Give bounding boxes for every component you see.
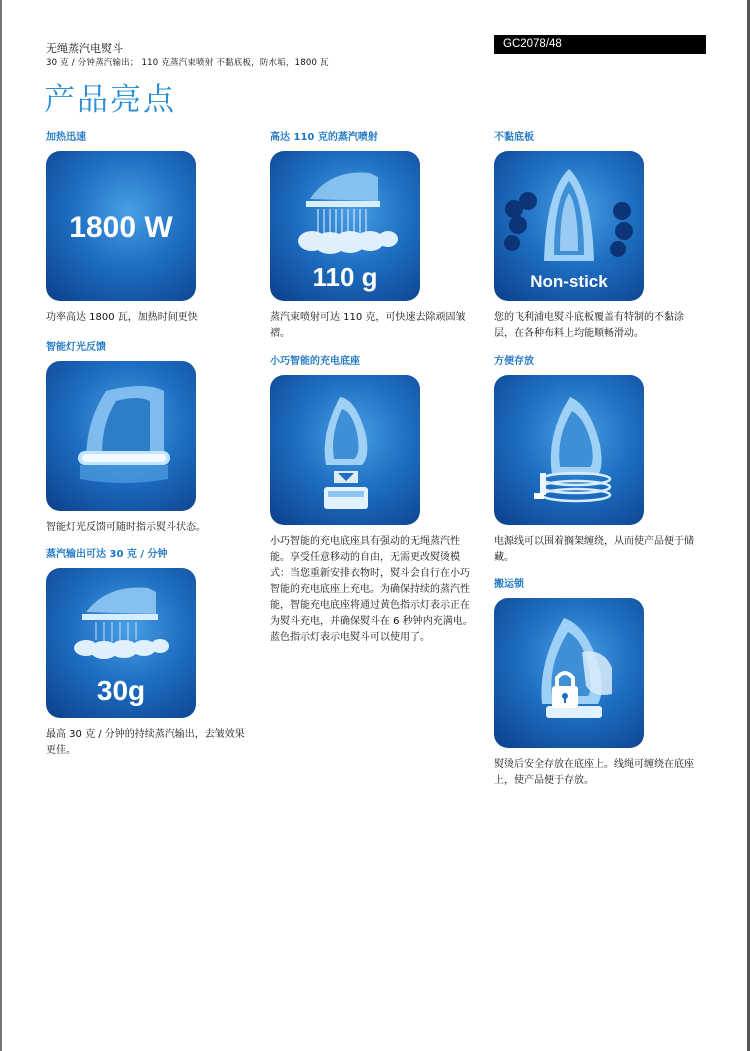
- cord-storage-icon: [494, 375, 644, 525]
- feature-title: 搬运锁: [494, 579, 524, 590]
- light-feedback-icon: [46, 361, 196, 511]
- feature-description: 小巧智能的充电底座具有强动的无绳蒸汽性能。享受任意移动的自由，无需更改熨烫模式：当您重新安排衣物时，熨斗会自行在小巧智能的充电底座上充电。为确保持续的蒸汽性能，智能充电底座将通过黄色指示灯表示正在为熨斗充电，并确保熨斗在 6 秒钟内充满电。蓝色指示灯表示电熨斗可以使用了。: [270, 536, 473, 643]
- feature-description: 您的飞利浦电熨斗底板覆盖有特制的不黏涂层，在各种布料上均能顺畅滑动。: [494, 312, 684, 339]
- tile-label: Non-stick: [530, 272, 608, 291]
- tile-label: 110 g: [312, 262, 378, 292]
- lock-icon: [494, 598, 644, 748]
- feature-description: 功率高达 1800 瓦，加热时间更快: [46, 312, 198, 323]
- page-border-left: [0, 0, 2, 1051]
- feature-fast-heating: [46, 131, 261, 326]
- model-number: GC2078/48: [503, 38, 562, 50]
- feature-charging-base: [270, 355, 485, 646]
- feature-non-stick: [494, 131, 709, 342]
- product-title: 无绳蒸汽电熨斗: [46, 42, 123, 55]
- power-icon: [46, 151, 196, 301]
- feature-title: 不黏底板: [494, 132, 534, 143]
- feature-title: 智能灯光反馈: [46, 342, 106, 353]
- feature-easy-storage: [494, 355, 709, 566]
- charging-base-icon: [270, 375, 420, 525]
- feature-description: 电源线可以围着搁架缠绕，从而使产品便于储藏。: [494, 536, 694, 563]
- model-number-bar: [494, 35, 706, 54]
- tile-label: 30g: [96, 675, 146, 706]
- feature-steam-burst: [270, 131, 485, 342]
- section-title: 产品亮点: [44, 82, 176, 118]
- feature-steam-output: [46, 548, 261, 759]
- soleplate-icon: [494, 151, 644, 301]
- feature-description: 熨烫后安全存放在底座上。线绳可缠绕在底座上，使产品便于存放。: [494, 759, 694, 786]
- feature-title: 高达 110 克的蒸汽喷射: [270, 132, 378, 143]
- feature-title: 小巧智能的充电底座: [270, 356, 360, 367]
- tile-label: 1800 W: [69, 211, 173, 244]
- feature-carry-lock: [494, 578, 709, 789]
- steam-output-icon: [46, 568, 196, 718]
- steam-burst-icon: [270, 151, 420, 301]
- product-subtitle: 30 克 / 分钟蒸汽输出； 110 克蒸汽束喷射 不黏底板，防水垢，1800 瓦: [46, 58, 329, 68]
- feature-description: 蒸汽束喷射可达 110 克，可快速去除顽固皱褶。: [270, 312, 466, 339]
- feature-description: 最高 30 克 / 分钟的持续蒸汽输出，去皱效果更佳。: [46, 729, 245, 756]
- feature-smart-light: [46, 341, 261, 536]
- feature-title: 蒸汽输出可达 30 克 / 分钟: [46, 549, 168, 560]
- feature-description: 智能灯光反馈可随时指示熨斗状态。: [46, 522, 206, 533]
- feature-title: 方便存放: [494, 356, 534, 367]
- feature-title: 加热迅速: [46, 132, 86, 143]
